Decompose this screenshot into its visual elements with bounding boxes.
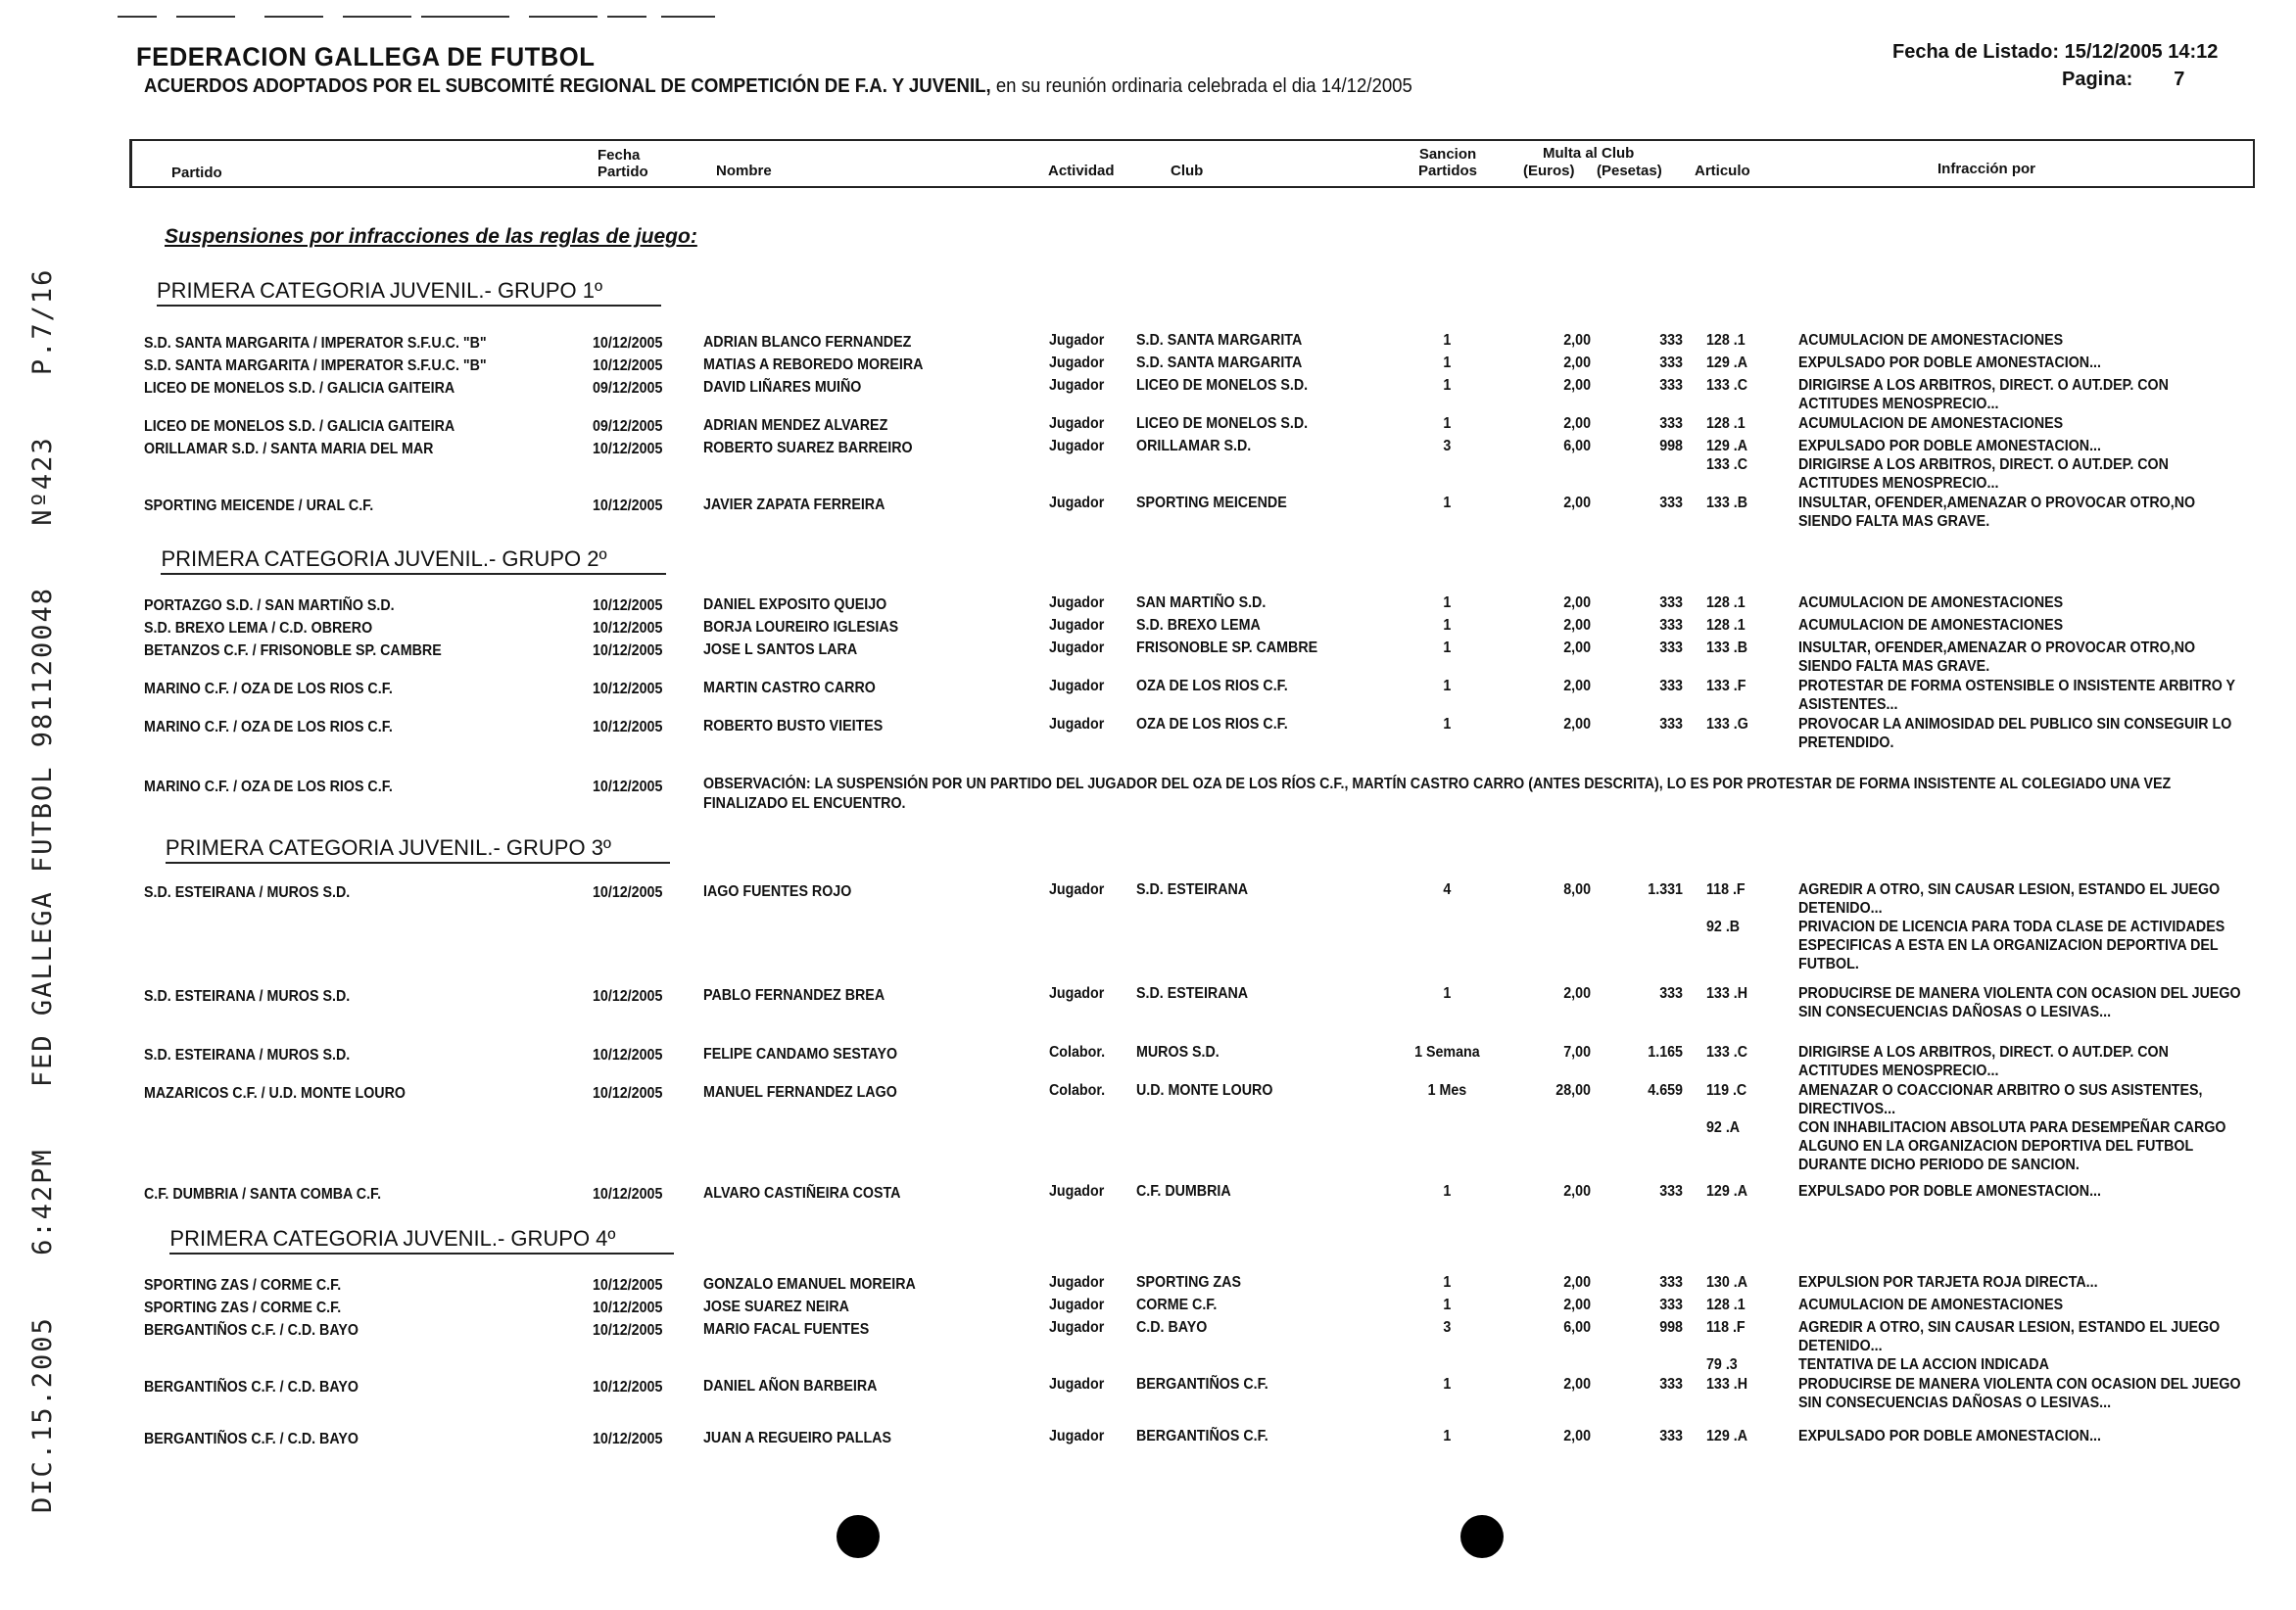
row-partido: SPORTING ZAS / CORME C.F.: [144, 1276, 342, 1294]
row-pesetas: 333: [1659, 355, 1683, 372]
row-club: BERGANTIÑOS C.F.: [1136, 1427, 1268, 1444]
row-articulo: 92 .A: [1706, 1118, 1741, 1136]
row-club: ORILLAMAR S.D.: [1136, 438, 1252, 455]
row-nombre: DANIEL AÑON BARBEIRA: [703, 1377, 878, 1395]
row-infraccion: ACUMULACION DE AMONESTACIONES: [1798, 593, 2064, 611]
row-euros: 2,00: [1563, 377, 1591, 395]
row-actividad: Jugador: [1049, 715, 1105, 733]
row-actividad: Jugador: [1049, 880, 1105, 898]
row-infraccion: AMENAZAR O COACCIONAR ARBITRO O SUS ASISTENTES, DIRECTIVOS...: [1798, 1081, 2203, 1117]
row-sancion: 1: [1443, 332, 1452, 350]
col-pesetas: (Pesetas): [1597, 163, 1662, 179]
row-partido: S.D. ESTEIRANA / MUROS S.D.: [144, 988, 351, 1006]
row-sancion: 1: [1443, 495, 1452, 512]
row-actividad: Jugador: [1049, 1375, 1105, 1393]
row-fecha: 10/12/2005: [593, 1299, 663, 1316]
row-fecha: 10/12/2005: [593, 1430, 663, 1447]
col-infraccion: Infracción por: [1937, 161, 2036, 177]
row-pesetas: 333: [1659, 332, 1683, 350]
fax-sender: FED GALLEGA FUTBOL 981120048: [27, 586, 58, 1088]
row-sancion: 1: [1443, 355, 1452, 372]
row-infraccion: EXPULSADO POR DOBLE AMONESTACION...: [1798, 438, 2101, 455]
row-articulo: 119 .C: [1706, 1081, 1747, 1099]
row-pesetas: 333: [1659, 677, 1683, 694]
row-pesetas: 333: [1659, 495, 1683, 512]
row-nombre: DAVID LIÑARES MUIÑO: [703, 379, 862, 397]
row-club: C.F. DUMBRIA: [1136, 1182, 1231, 1200]
row-articulo: 92 .B: [1706, 918, 1741, 935]
row-pesetas: 998: [1659, 1318, 1683, 1336]
row-euros: 6,00: [1563, 1318, 1591, 1336]
row-euros: 2,00: [1563, 1182, 1591, 1200]
row-partido: SPORTING ZAS / CORME C.F.: [144, 1299, 342, 1316]
row-nombre: BORJA LOUREIRO IGLESIAS: [703, 618, 899, 636]
row-sancion: 3: [1443, 1318, 1452, 1336]
row-club: OZA DE LOS RIOS C.F.: [1136, 715, 1288, 733]
row-club: S.D. BREXO LEMA: [1136, 616, 1261, 634]
scan-mark: [343, 16, 411, 18]
row-club: SPORTING MEICENDE: [1136, 495, 1287, 512]
row-euros: 2,00: [1563, 677, 1591, 694]
scan-mark: [529, 16, 598, 18]
row-partido: S.D. ESTEIRANA / MUROS S.D.: [144, 1046, 351, 1064]
row-nombre: JOSE L SANTOS LARA: [703, 640, 858, 658]
row-nombre: MARTIN CASTRO CARRO: [703, 679, 876, 696]
listing-date: Fecha de Listado: 15/12/2005 14:12: [1892, 41, 2219, 63]
row-pesetas: 333: [1659, 1296, 1683, 1313]
row-nombre: DANIEL EXPOSITO QUEIJO: [703, 595, 887, 613]
row-sancion: 1: [1443, 1375, 1452, 1393]
row-club: LICEO DE MONELOS S.D.: [1136, 415, 1309, 433]
row-infraccion: DIRIGIRSE A LOS ARBITROS, DIRECT. O AUT.DEP. CON ACTITUDES MENOSPRECIO...: [1798, 1043, 2169, 1079]
scan-mark: [176, 16, 235, 18]
row-nombre: ALVARO CASTIÑEIRA COSTA: [703, 1184, 901, 1202]
row-articulo: 128 .1: [1706, 1296, 1746, 1313]
row-actividad: Jugador: [1049, 1273, 1105, 1291]
row-club: S.D. ESTEIRANA: [1136, 985, 1249, 1003]
col-sancion: Sancion Partidos: [1417, 146, 1477, 179]
row-partido: BERGANTIÑOS C.F. / C.D. BAYO: [144, 1321, 359, 1339]
row-articulo: 133 .C: [1706, 377, 1748, 395]
row-nombre: ROBERTO BUSTO VIEITES: [703, 717, 884, 734]
row-pesetas: 333: [1659, 715, 1683, 733]
scan-mark: [118, 16, 157, 18]
row-club: SPORTING ZAS: [1136, 1273, 1241, 1291]
row-fecha: 10/12/2005: [593, 1321, 663, 1339]
row-partido: ORILLAMAR S.D. / SANTA MARIA DEL MAR: [144, 441, 434, 458]
row-fecha: 10/12/2005: [593, 1185, 663, 1203]
row-articulo: 128 .1: [1706, 593, 1746, 611]
row-club: S.D. SANTA MARGARITA: [1136, 355, 1303, 372]
fax-header-strip: [27, 225, 58, 1513]
row-fecha: 10/12/2005: [593, 1046, 663, 1064]
row-pesetas: 333: [1659, 1273, 1683, 1291]
row-infraccion: DIRIGIRSE A LOS ARBITROS, DIRECT. O AUT.DEP. CON ACTITUDES MENOSPRECIO...: [1798, 377, 2169, 413]
row-articulo: 79 .3: [1706, 1355, 1738, 1373]
col-multa: Multa al Club: [1543, 145, 1635, 162]
row-articulo: 128 .1: [1706, 616, 1746, 634]
row-articulo: 133 .F: [1706, 677, 1746, 694]
row-partido: C.F. DUMBRIA / SANTA COMBA C.F.: [144, 1185, 382, 1203]
group-heading: PRIMERA CATEGORIA JUVENIL.- GRUPO 3º: [166, 835, 670, 864]
row-euros: 28,00: [1555, 1081, 1591, 1099]
row-infraccion: EXPULSADO POR DOBLE AMONESTACION...: [1798, 355, 2101, 372]
row-club: OZA DE LOS RIOS C.F.: [1136, 677, 1288, 694]
row-infraccion: ACUMULACION DE AMONESTACIONES: [1798, 1296, 2064, 1313]
row-articulo: 133 .B: [1706, 495, 1748, 512]
row-infraccion: TENTATIVA DE LA ACCION INDICADA: [1798, 1355, 2049, 1373]
row-club: BERGANTIÑOS C.F.: [1136, 1375, 1268, 1393]
row-fecha: 10/12/2005: [593, 718, 663, 735]
row-sancion: 1: [1443, 1296, 1452, 1313]
row-fecha: 10/12/2005: [593, 357, 663, 375]
row-fecha: 10/12/2005: [593, 335, 663, 353]
row-infraccion: PRODUCIRSE DE MANERA VIOLENTA CON OCASION DEL JUEGO SIN CONSECUENCIAS DAÑOSAS O LESIVAS...: [1798, 985, 2241, 1021]
row-fecha: 10/12/2005: [593, 779, 663, 796]
row-articulo: 130 .A: [1706, 1273, 1748, 1291]
fax-date: DIC.15.2005: [27, 1316, 58, 1513]
row-infraccion: PROVOCAR LA ANIMOSIDAD DEL PUBLICO SIN CONSEGUIR LO PRETENDIDO.: [1798, 715, 2232, 751]
section-title: Suspensiones por infracciones de las reglas de juego:: [165, 225, 697, 248]
row-infraccion: PRODUCIRSE DE MANERA VIOLENTA CON OCASION DEL JUEGO SIN CONSECUENCIAS DAÑOSAS O LESIVAS...: [1798, 1375, 2241, 1411]
row-club: SAN MARTIÑO S.D.: [1136, 593, 1267, 611]
row-articulo: 128 .1: [1706, 332, 1746, 350]
row-articulo: 129 .A: [1706, 1427, 1748, 1444]
row-articulo: 133 .C: [1706, 1043, 1748, 1061]
col-club: Club: [1171, 163, 1204, 179]
row-sancion: 4: [1443, 880, 1452, 898]
row-nombre: MATIAS A REBOREDO MOREIRA: [703, 356, 924, 374]
row-pesetas: 333: [1659, 1375, 1683, 1393]
row-euros: 8,00: [1563, 880, 1591, 898]
row-club: CORME C.F.: [1136, 1296, 1218, 1313]
row-actividad: Jugador: [1049, 1182, 1105, 1200]
fax-number: Nº423: [27, 436, 58, 526]
row-fecha: 10/12/2005: [593, 1084, 663, 1102]
col-actividad: Actividad: [1048, 163, 1115, 179]
fax-time: 6:42PM: [27, 1148, 58, 1255]
row-pesetas: 1.331: [1648, 880, 1683, 898]
row-infraccion: INSULTAR, OFENDER,AMENAZAR O PROVOCAR OTRO,NO SIENDO FALTA MAS GRAVE.: [1798, 495, 2196, 531]
row-partido: S.D. BREXO LEMA / C.D. OBRERO: [144, 619, 373, 637]
row-infraccion: PROTESTAR DE FORMA OSTENSIBLE O INSISTENTE ARBITRO Y ASISTENTES...: [1798, 677, 2235, 713]
row-fecha: 10/12/2005: [593, 596, 663, 614]
row-actividad: Colabor.: [1049, 1081, 1106, 1099]
row-actividad: Jugador: [1049, 495, 1105, 512]
page-label: Pagina:: [2062, 69, 2133, 90]
row-partido: MARINO C.F. / OZA DE LOS RIOS C.F.: [144, 680, 393, 697]
row-actividad: Jugador: [1049, 616, 1105, 634]
col-euros: (Euros): [1523, 163, 1575, 179]
page-value: 7: [2174, 69, 2185, 90]
row-articulo: 118 .F: [1706, 1318, 1746, 1336]
row-infraccion: EXPULSADO POR DOBLE AMONESTACION...: [1798, 1427, 2101, 1444]
row-infraccion: ACUMULACION DE AMONESTACIONES: [1798, 616, 2064, 634]
row-pesetas: 333: [1659, 1182, 1683, 1200]
row-articulo: 133 .B: [1706, 639, 1748, 656]
col-articulo: Articulo: [1695, 163, 1750, 179]
row-pesetas: 333: [1659, 415, 1683, 433]
row-club: S.D. SANTA MARGARITA: [1136, 332, 1303, 350]
row-pesetas: 998: [1659, 438, 1683, 455]
row-euros: 2,00: [1563, 616, 1591, 634]
row-infraccion: ACUMULACION DE AMONESTACIONES: [1798, 415, 2064, 433]
group-heading: PRIMERA CATEGORIA JUVENIL.- GRUPO 1º: [157, 278, 661, 307]
row-nombre: JAVIER ZAPATA FERREIRA: [703, 497, 885, 514]
row-pesetas: 333: [1659, 1427, 1683, 1444]
row-pesetas: 333: [1659, 616, 1683, 634]
scan-mark: [607, 16, 646, 18]
row-nombre: IAGO FUENTES ROJO: [703, 882, 852, 900]
row-euros: 2,00: [1563, 1296, 1591, 1313]
row-actividad: Jugador: [1049, 677, 1105, 694]
row-partido: MARINO C.F. / OZA DE LOS RIOS C.F.: [144, 718, 393, 735]
row-euros: 2,00: [1563, 639, 1591, 656]
row-fecha: 10/12/2005: [593, 641, 663, 659]
row-infraccion: AGREDIR A OTRO, SIN CAUSAR LESION, ESTANDO EL JUEGO DETENIDO...: [1798, 1318, 2221, 1354]
col-partido: Partido: [171, 165, 222, 181]
row-sancion: 1: [1443, 639, 1452, 656]
row-articulo: 128 .1: [1706, 415, 1746, 433]
row-nombre: MANUEL FERNANDEZ LAGO: [703, 1083, 897, 1101]
row-articulo: 133 .C: [1706, 456, 1748, 474]
row-infraccion: CON INHABILITACION ABSOLUTA PARA DESEMPEÑAR CARGO ALGUNO EN LA ORGANIZACION DEPORTIVA DEL FUTBOL DURANTE DICHO PERIODO DE SANCION.: [1798, 1118, 2226, 1173]
row-euros: 2,00: [1563, 355, 1591, 372]
row-euros: 6,00: [1563, 438, 1591, 455]
row-partido: PORTAZGO S.D. / SAN MARTIÑO S.D.: [144, 596, 395, 614]
scan-mark: [264, 16, 323, 18]
row-articulo: 129 .A: [1706, 355, 1748, 372]
col-fecha: Fecha Partido: [598, 147, 648, 180]
row-partido: BERGANTIÑOS C.F. / C.D. BAYO: [144, 1430, 359, 1447]
row-partido: MARINO C.F. / OZA DE LOS RIOS C.F.: [144, 779, 393, 796]
row-articulo: 133 .G: [1706, 715, 1748, 733]
row-euros: 2,00: [1563, 415, 1591, 433]
row-sancion: 1: [1443, 1273, 1452, 1291]
row-pesetas: 333: [1659, 377, 1683, 395]
row-fecha: 10/12/2005: [593, 441, 663, 458]
row-articulo: 129 .A: [1706, 438, 1748, 455]
scan-mark: [421, 16, 509, 18]
row-pesetas: 1.165: [1648, 1043, 1683, 1061]
row-sancion: 1: [1443, 677, 1452, 694]
row-infraccion: EXPULSADO POR DOBLE AMONESTACION...: [1798, 1182, 2101, 1200]
punch-hole: [837, 1515, 880, 1558]
row-nombre: ADRIAN BLANCO FERNANDEZ: [703, 334, 912, 352]
row-articulo: 133 .H: [1706, 1375, 1748, 1393]
row-partido: SPORTING MEICENDE / URAL C.F.: [144, 497, 374, 515]
row-fecha: 09/12/2005: [593, 380, 663, 398]
row-nombre: GONZALO EMANUEL MOREIRA: [703, 1275, 916, 1293]
row-nombre: JOSE SUAREZ NEIRA: [703, 1298, 849, 1315]
row-actividad: Jugador: [1049, 1318, 1105, 1336]
row-observacion: OBSERVACIÓN: LA SUSPENSIÓN POR UN PARTIDO DEL JUGADOR DEL OZA DE LOS RÍOS C.F., MARTÍN CASTRO CARRO (ANTES DESCRITA), LO ES POR PROTESTAR DE FORMA INSISTENTE AL COLEGIADO UNA VEZ FINALIZADO EL ENCUENTRO.: [703, 776, 2172, 813]
row-partido: BETANZOS C.F. / FRISONOBLE SP. CAMBRE: [144, 641, 442, 659]
row-club: LICEO DE MONELOS S.D.: [1136, 377, 1309, 395]
row-infraccion: PRIVACION DE LICENCIA PARA TODA CLASE DE ACTIVIDADES ESPECIFICAS A ESTA EN LA ORGANIZACION DEPORTIVA DEL FUTBOL.: [1798, 918, 2225, 972]
page-number: [2062, 69, 2184, 90]
row-partido: S.D. SANTA MARGARITA / IMPERATOR S.F.U.C. "B": [144, 357, 487, 375]
row-sancion: 1 Semana: [1414, 1043, 1480, 1061]
row-pesetas: 333: [1659, 593, 1683, 611]
row-club: U.D. MONTE LOURO: [1136, 1081, 1273, 1099]
row-euros: 2,00: [1563, 1427, 1591, 1444]
row-euros: 2,00: [1563, 1375, 1591, 1393]
table-header: [129, 139, 2255, 188]
row-nombre: ADRIAN MENDEZ ALVAREZ: [703, 417, 888, 435]
row-partido: LICEO DE MONELOS S.D. / GALICIA GAITEIRA: [144, 418, 455, 436]
row-pesetas: 4.659: [1648, 1081, 1683, 1099]
row-nombre: ROBERTO SUAREZ BARREIRO: [703, 440, 913, 457]
row-sancion: 1: [1443, 1427, 1452, 1444]
col-nombre: Nombre: [716, 163, 772, 179]
row-nombre: JUAN A REGUEIRO PALLAS: [703, 1429, 892, 1446]
row-partido: MAZARICOS C.F. / U.D. MONTE LOURO: [144, 1084, 406, 1102]
row-partido: S.D. ESTEIRANA / MUROS S.D.: [144, 883, 351, 901]
document-subtitle: [144, 75, 1412, 97]
row-actividad: Jugador: [1049, 593, 1105, 611]
row-pesetas: 333: [1659, 985, 1683, 1003]
row-actividad: Jugador: [1049, 355, 1105, 372]
row-sancion: 1: [1443, 415, 1452, 433]
row-euros: 2,00: [1563, 715, 1591, 733]
group-heading: PRIMERA CATEGORIA JUVENIL.- GRUPO 4º: [169, 1226, 674, 1255]
row-euros: 7,00: [1563, 1043, 1591, 1061]
row-actividad: Jugador: [1049, 332, 1105, 350]
row-partido: S.D. SANTA MARGARITA / IMPERATOR S.F.U.C. "B": [144, 335, 487, 353]
row-actividad: Jugador: [1049, 438, 1105, 455]
row-actividad: Jugador: [1049, 985, 1105, 1003]
fax-page: P.7/16: [27, 267, 58, 376]
row-sancion: 1: [1443, 1182, 1452, 1200]
subtitle-meeting: en su reunión ordinaria celebrada el dia 14/12/2005: [990, 75, 1412, 97]
group-heading: PRIMERA CATEGORIA JUVENIL.- GRUPO 2º: [161, 546, 665, 575]
row-sancion: 1: [1443, 616, 1452, 634]
row-club: FRISONOBLE SP. CAMBRE: [1136, 639, 1318, 656]
document-title: FEDERACION GALLEGA DE FUTBOL: [136, 42, 596, 71]
row-fecha: 10/12/2005: [593, 619, 663, 637]
row-fecha: 10/12/2005: [593, 988, 663, 1006]
row-infraccion: DIRIGIRSE A LOS ARBITROS, DIRECT. O AUT.DEP. CON ACTITUDES MENOSPRECIO...: [1798, 456, 2169, 493]
row-club: S.D. ESTEIRANA: [1136, 880, 1249, 898]
row-fecha: 09/12/2005: [593, 418, 663, 436]
row-partido: LICEO DE MONELOS S.D. / GALICIA GAITEIRA: [144, 380, 455, 398]
row-euros: 2,00: [1563, 1273, 1591, 1291]
row-club: C.D. BAYO: [1136, 1318, 1208, 1336]
row-infraccion: INSULTAR, OFENDER,AMENAZAR O PROVOCAR OTRO,NO SIENDO FALTA MAS GRAVE.: [1798, 639, 2196, 675]
row-nombre: FELIPE CANDAMO SESTAYO: [703, 1045, 898, 1063]
row-club: MUROS S.D.: [1136, 1043, 1220, 1061]
row-articulo: 118 .F: [1706, 880, 1746, 898]
row-euros: 2,00: [1563, 332, 1591, 350]
scan-mark: [661, 16, 715, 18]
row-nombre: MARIO FACAL FUENTES: [703, 1320, 870, 1338]
row-actividad: Jugador: [1049, 415, 1105, 433]
row-sancion: 1: [1443, 715, 1452, 733]
row-sancion: 1: [1443, 377, 1452, 395]
row-fecha: 10/12/2005: [593, 883, 663, 901]
row-nombre: PABLO FERNANDEZ BREA: [703, 987, 885, 1005]
row-sancion: 1: [1443, 985, 1452, 1003]
row-fecha: 10/12/2005: [593, 497, 663, 515]
punch-hole: [1460, 1515, 1504, 1558]
row-sancion: 1 Mes: [1427, 1081, 1467, 1099]
row-sancion: 1: [1443, 593, 1452, 611]
row-sancion: 3: [1443, 438, 1452, 455]
row-fecha: 10/12/2005: [593, 1378, 663, 1396]
row-euros: 2,00: [1563, 593, 1591, 611]
row-infraccion: AGREDIR A OTRO, SIN CAUSAR LESION, ESTANDO EL JUEGO DETENIDO...: [1798, 880, 2221, 917]
row-euros: 2,00: [1563, 495, 1591, 512]
row-infraccion: ACUMULACION DE AMONESTACIONES: [1798, 332, 2064, 350]
row-actividad: Jugador: [1049, 1427, 1105, 1444]
row-pesetas: 333: [1659, 639, 1683, 656]
row-articulo: 133 .H: [1706, 985, 1748, 1003]
row-euros: 2,00: [1563, 985, 1591, 1003]
row-actividad: Jugador: [1049, 639, 1105, 656]
row-articulo: 129 .A: [1706, 1182, 1748, 1200]
subtitle-main: ACUERDOS ADOPTADOS POR EL SUBCOMITÉ REGIONAL DE COMPETICIÓN DE F.A. Y JUVENIL,: [144, 75, 991, 97]
row-actividad: Jugador: [1049, 1296, 1105, 1313]
row-actividad: Colabor.: [1049, 1043, 1106, 1061]
row-fecha: 10/12/2005: [593, 1276, 663, 1294]
row-infraccion: EXPULSION POR TARJETA ROJA DIRECTA...: [1798, 1273, 2098, 1291]
row-actividad: Jugador: [1049, 377, 1105, 395]
row-partido: BERGANTIÑOS C.F. / C.D. BAYO: [144, 1378, 359, 1396]
row-fecha: 10/12/2005: [593, 680, 663, 697]
